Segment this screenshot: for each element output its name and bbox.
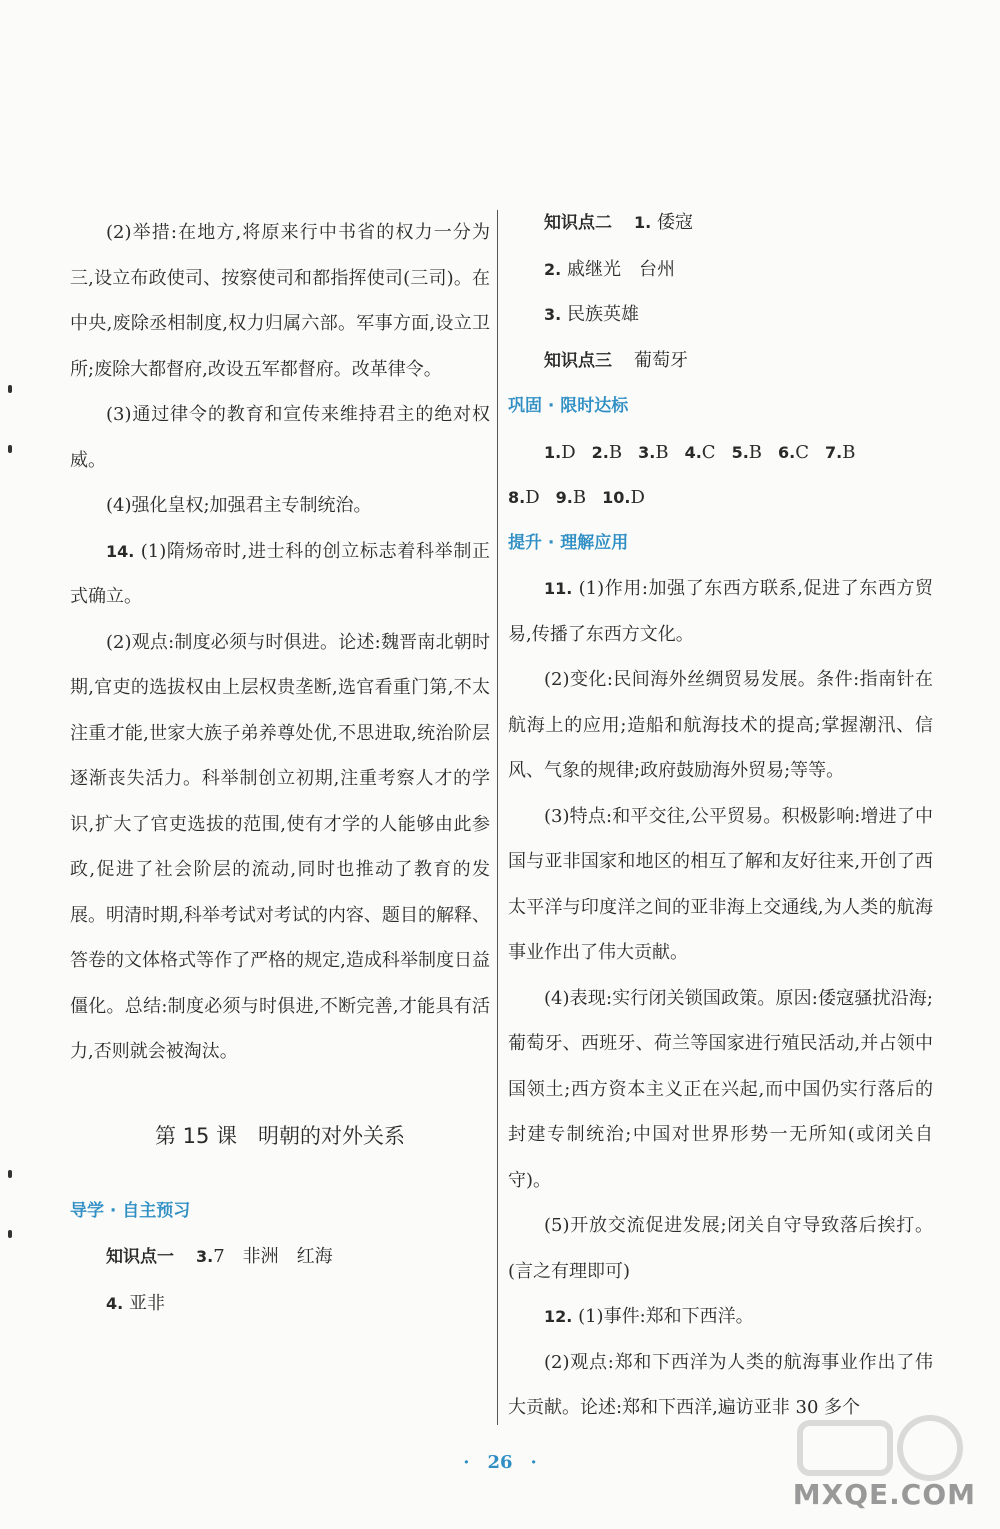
left-column <box>70 210 490 1326</box>
lesson-title: 第 15 课 明朝的对外关系 <box>154 1123 406 1148</box>
margin-mark <box>8 1230 12 1238</box>
item-number: 2. <box>544 259 562 279</box>
question-12-part-1 <box>508 1294 933 1340</box>
item-number: 6. <box>778 442 796 462</box>
knowledge-point-1 <box>70 1234 490 1281</box>
answer-letter: B <box>748 441 763 463</box>
answer-letter: C <box>701 441 716 463</box>
answer-letter: B <box>572 487 587 508</box>
knowledge-point-label: 知识点一 <box>106 1247 174 1267</box>
question-11-part-3: (3)特点:和平交往,公平贸易。积极影响:增进了中国与亚非国家和地区的相互了解和友好往来,开创了西太平洋与印度洋之间的亚非海上交通线,为人类的航海事业作出了伟大贡献。 <box>508 805 933 963</box>
margin-mark <box>8 445 12 453</box>
choice-answer <box>544 442 576 463</box>
answer-letter: B <box>655 441 669 463</box>
answer-text: (1)隋炀帝时,进士科的创立标志着科举制正式确立。 <box>70 540 490 607</box>
margin-mark <box>8 1170 12 1178</box>
page-number-value: 26 <box>487 1452 513 1473</box>
item-number: 4. <box>106 1293 124 1313</box>
column-divider <box>497 210 498 1425</box>
choice-answer <box>685 442 716 463</box>
choice-answer <box>732 442 762 463</box>
answer-text: 7 非洲 红海 <box>213 1246 333 1267</box>
question-14-part-2: (2)观点:制度必须与时俱进。论述:魏晋南北朝时期,官吏的选拔权由上层权贵垄断,选官看重门第,不太注重才能,世家大族子弟养尊处优,不思进取,统治阶层逐渐丧失活力。科举制创立初期,注重考察人才的学识,扩大了官吏选拔的范围,使有才学的人能够由此参政,促进了社会阶层的流动,同时也推动了教育的发展。明清时期,科举考试对考试的内容、题目的解释、答卷的文体格式等作了严格的规定,造成科举制度日益僵化。总结:制度必须与时俱进,不断完善,才能具有活力,否则就会被淘汰。 <box>70 631 490 1062</box>
item-number: 2. <box>591 442 609 462</box>
choice-answer <box>638 442 668 463</box>
item-number: 4. <box>684 442 702 462</box>
answer-text: (1)作用:加强了东西方联系,促进了东西方贸易,传播了东西方文化。 <box>508 578 933 645</box>
item-number: 3. <box>196 1247 214 1266</box>
answer-text: 亚非 <box>128 1292 165 1314</box>
knowledge-point-label: 知识点三 <box>544 350 612 371</box>
answer-text: 倭寇 <box>656 212 693 233</box>
answer-letter: D <box>561 441 576 463</box>
section-heading-preview: 导学 · 自主预习 <box>70 1200 191 1221</box>
item-number: 8. <box>508 488 526 507</box>
answer-paragraph: (2)举措:在地方,将原来行中书省的权力一分为三,设立布政使司、按察使司和都指挥使司(三司)。在中央,废除丞相制度,权力归属六部。军事方面,设立卫所;废除大都督府,改设五军都督府。改革律令。 <box>70 222 490 380</box>
item-number: 3. <box>638 442 656 462</box>
choice-answer <box>778 442 809 463</box>
choice-answer <box>602 487 645 508</box>
knowledge-point-3 <box>508 338 933 385</box>
answer-text: 葡萄牙 <box>634 349 688 371</box>
answer-letter: D <box>630 487 645 508</box>
question-number: 11. <box>544 579 573 598</box>
answer-letter: B <box>842 441 856 463</box>
item-number: 10. <box>602 488 631 507</box>
answer-letter: B <box>608 441 623 463</box>
margin-mark <box>8 385 12 393</box>
item-number: 5. <box>731 442 749 462</box>
answer-text: 戚继光 台州 <box>566 258 675 280</box>
question-number: 12. <box>544 1307 573 1326</box>
answer-text: (1)事件:郑和下西洋。 <box>578 1306 754 1327</box>
item-number: 9. <box>555 488 573 507</box>
answer-paragraph: (3)通过律令的教育和宣传来维持君主的绝对权威。 <box>70 404 490 471</box>
item-number: 1. <box>544 442 562 462</box>
knowledge-point-1-item-4 <box>70 1281 490 1327</box>
item-number: 7. <box>825 442 843 462</box>
answer-letter: D <box>525 487 540 508</box>
question-11-part-2: (2)变化:民间海外丝绸贸易发展。条件:指南针在航海上的应用;造船和航海技术的提高;掌握潮汛、信风、气象的规律;政府鼓励海外贸易;等等。 <box>508 669 933 781</box>
answer-paragraph: (4)强化皇权;加强君主专制统治。 <box>106 495 372 516</box>
section-heading-apply: 提升 · 理解应用 <box>508 532 629 553</box>
choice-answer <box>508 487 540 508</box>
choice-answer <box>592 442 622 463</box>
choice-answer <box>825 442 855 463</box>
right-column <box>508 200 933 1431</box>
question-11-part-5: (5)开放交流促进发展;闭关自守导致落后挨打。(言之有理即可) <box>508 1215 933 1282</box>
choice-answers-row-2 <box>508 475 933 521</box>
item-number: 3. <box>544 305 562 324</box>
item-number: 1. <box>634 213 652 232</box>
question-12-part-2: (2)观点:郑和下西洋为人类的航海事业作出了伟大贡献。论述:郑和下西洋,遍访亚非 30 多个 <box>508 1351 933 1418</box>
answer-text: 民族英雄 <box>566 304 639 325</box>
question-number: 14. <box>106 541 135 561</box>
watermark-text: MXQE.COM <box>792 1478 976 1511</box>
answer-letter: C <box>795 441 810 463</box>
question-11-part-1 <box>508 566 933 657</box>
question-11-part-4: (4)表现:实行闭关锁国政策。原因:倭寇骚扰沿海;葡萄牙、西班牙、荷兰等国家进行殖民活动,并占领中国领土;西方资本主义正在兴起,而中国仍实行落后的封建专制统治;中国对世界形势一无所知(或闭关自守)。 <box>508 987 933 1191</box>
page-number: · 26 · <box>463 1452 537 1473</box>
choice-answers-row-1 <box>508 430 933 476</box>
knowledge-point-2-item-3 <box>508 292 933 338</box>
knowledge-point-2 <box>508 200 933 247</box>
knowledge-point-label: 知识点二 <box>544 213 612 233</box>
knowledge-point-2-item-2 <box>508 247 933 293</box>
choice-answer <box>556 487 586 508</box>
section-heading-consolidate: 巩固 · 限时达标 <box>508 396 629 416</box>
question-14-part-1 <box>70 529 490 620</box>
